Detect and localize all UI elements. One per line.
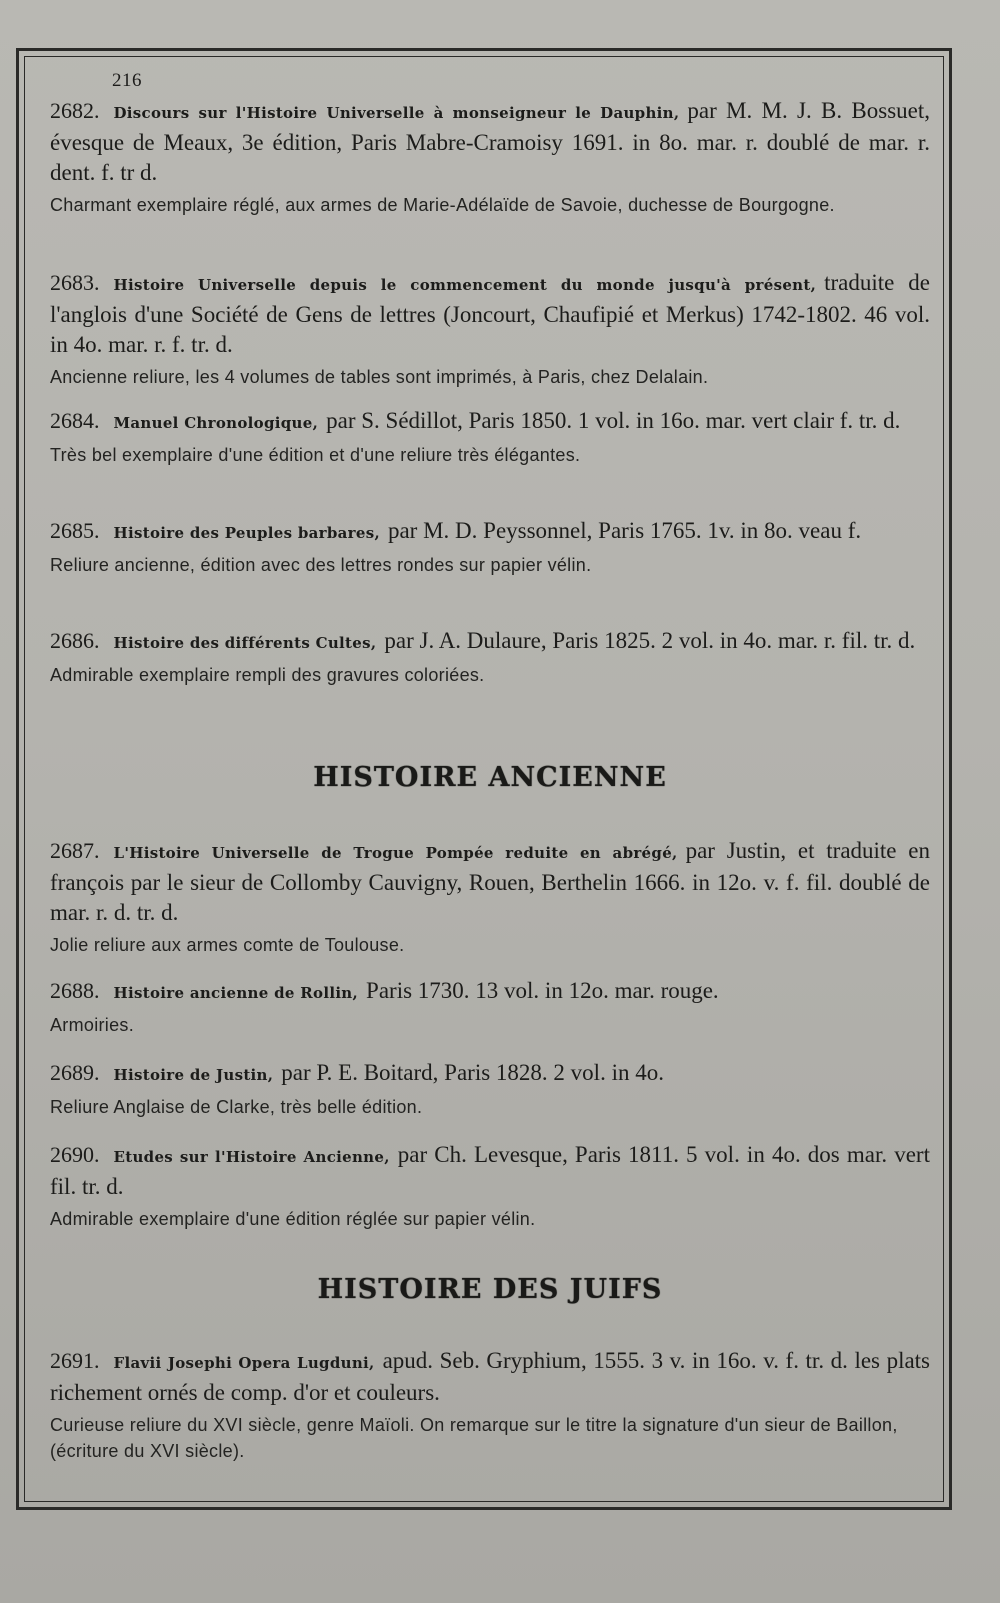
catalog-entry-2687 xyxy=(50,836,930,958)
section-heading-histoire-des-juifs: HISTOIRE DES JUIFS xyxy=(317,1274,663,1305)
entry-text: traduite de l'anglois d'une Société de Gens de lettres (Joncourt, Chaufipié et Merkus) 1742-1802. 46 vol. in 4o. mar. r. f. tr. d. xyxy=(50,270,930,357)
entry-note: Charmant exemplaire réglé, aux armes de Marie-Adélaïde de Savoie, duchesse de Bourgogne. xyxy=(50,195,835,215)
entry-text: par M. D. Peyssonnel, Paris 1765. 1v. in 8o. veau f. xyxy=(387,518,862,543)
entry-text: par P. E. Boitard, Paris 1828. 2 vol. in 4o. xyxy=(281,1060,664,1085)
entry-title: Etudes sur l'Histoire Ancienne, xyxy=(113,1148,390,1166)
catalog-entry-2682 xyxy=(50,96,930,218)
entry-title: Flavii Josephi Opera Lugduni, xyxy=(113,1354,375,1372)
entry-note: Ancienne reliure, les 4 volumes de tables sont imprimés, à Paris, chez Delalain. xyxy=(50,367,709,387)
entry-number: 2686. xyxy=(50,628,100,653)
entry-number: 2687. xyxy=(50,838,100,863)
entry-description xyxy=(50,1140,930,1202)
entry-text: par J. A. Dulaure, Paris 1825. 2 vol. in 4o. mar. r. fil. tr. d. xyxy=(384,628,916,653)
catalog-entry-2684 xyxy=(50,406,930,468)
entry-title: Histoire des différents Cultes, xyxy=(113,634,377,652)
entry-note: Armoiries. xyxy=(50,1015,135,1035)
entry-description xyxy=(50,406,930,438)
entry-title: Histoire ancienne de Rollin, xyxy=(113,984,359,1002)
entry-number: 2684. xyxy=(50,408,100,433)
catalog-entry-2685 xyxy=(50,516,930,578)
entry-number: 2685. xyxy=(50,518,100,543)
entry-title: Manuel Chronologique, xyxy=(113,414,319,432)
entry-title: Histoire des Peuples barbares, xyxy=(113,524,380,542)
entry-description xyxy=(50,96,930,188)
entry-title: Discours sur l'Histoire Universelle à monseigneur le Dauphin, xyxy=(113,104,680,122)
entry-note: Jolie reliure aux armes comte de Toulouse. xyxy=(50,935,405,955)
entry-text: apud. Seb. Gryphium, 1555. 3 v. in 16o. v. f. tr. d. les plats richement ornés de comp. d'or et couleurs. xyxy=(50,1348,931,1405)
catalog-entry-2691 xyxy=(50,1346,930,1464)
entry-description xyxy=(50,836,930,928)
catalog-entry-2690 xyxy=(50,1140,930,1232)
entry-number: 2690. xyxy=(50,1142,100,1167)
entry-description xyxy=(50,976,930,1008)
entry-number: 2688. xyxy=(50,978,100,1003)
catalog-entry-2686 xyxy=(50,626,930,688)
entry-description xyxy=(50,1058,930,1090)
entry-note: Très bel exemplaire d'une édition et d'une reliure très élégantes. xyxy=(50,445,581,465)
entry-number: 2683. xyxy=(50,270,100,295)
entry-note: Curieuse reliure du XVI siècle, genre Maïoli. On remarque sur le titre la signature d'un sieur de Baillon, (écriture du XVI siècle). xyxy=(50,1415,898,1461)
entry-number: 2691. xyxy=(50,1348,100,1373)
catalog-entry-2683 xyxy=(50,268,930,390)
catalog-entry-2688 xyxy=(50,976,930,1038)
entry-number: 2682. xyxy=(50,98,100,123)
page-number: 216 xyxy=(112,70,142,91)
entry-description xyxy=(50,1346,930,1408)
entry-text: par M. M. J. B. Bossuet, évesque de Meaux, 3e édition, Paris Mabre-Cramoisy 1691. in 8o. mar. r. doublé de mar. r. dent. f. tr d. xyxy=(50,98,930,185)
entry-note: Reliure Anglaise de Clarke, très belle édition. xyxy=(50,1097,423,1117)
entry-title: Histoire de Justin, xyxy=(113,1066,274,1084)
catalog-entry-2689 xyxy=(50,1058,930,1120)
entry-description xyxy=(50,626,930,658)
entry-note: Admirable exemplaire rempli des gravures coloriées. xyxy=(50,665,485,685)
entry-text: par Justin, et traduite en françois par le sieur de Collomby Cauvigny, Rouen, Berthelin 1666. in 12o. v. f. fil. doublé de mar. r. d. tr. d. xyxy=(50,838,931,925)
entry-note: Reliure ancienne, édition avec des lettres rondes sur papier vélin. xyxy=(50,555,592,575)
entry-number: 2689. xyxy=(50,1060,100,1085)
entry-text: par S. Sédillot, Paris 1850. 1 vol. in 16o. mar. vert clair f. tr. d. xyxy=(326,408,901,433)
entry-text: par Ch. Levesque, Paris 1811. 5 vol. in 4o. dos mar. vert fil. tr. d. xyxy=(50,1142,930,1199)
entry-note: Admirable exemplaire d'une édition réglée sur papier vélin. xyxy=(50,1209,536,1229)
entry-title: L'Histoire Universelle de Trogue Pompée reduite en abrégé, xyxy=(113,844,678,862)
entry-description xyxy=(50,268,930,360)
entry-description xyxy=(50,516,930,548)
entry-title: Histoire Universelle depuis le commencement du monde jusqu'à présent, xyxy=(113,276,817,294)
section-heading-histoire-ancienne: HISTOIRE ANCIENNE xyxy=(313,762,667,793)
entry-text: Paris 1730. 13 vol. in 12o. mar. rouge. xyxy=(366,978,719,1003)
